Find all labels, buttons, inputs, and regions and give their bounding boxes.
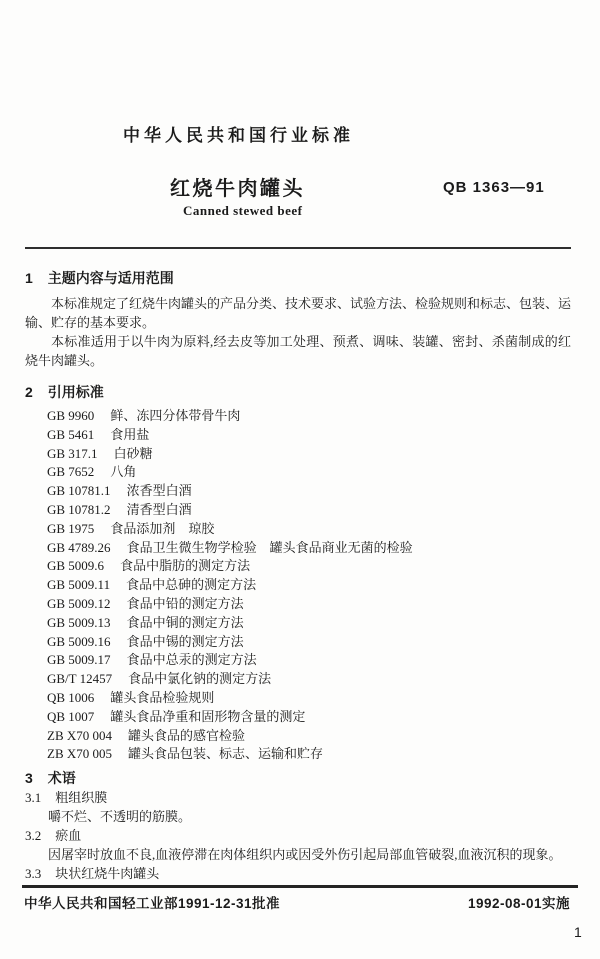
term-number: 3.3 (25, 866, 42, 882)
standard-title: 罐头食品的感官检验 (128, 727, 246, 743)
referenced-standard-item (25, 557, 571, 576)
term-definition: 因屠宰时放血不良,血液停滞在肉体组织内或因受外伤引起局部血管破裂,血液沉积的现象。 (48, 847, 562, 863)
referenced-standard-item (25, 745, 571, 764)
implementation-date: 1992-08-01实施 (467, 896, 570, 911)
referenced-standards-list (25, 407, 571, 764)
referenced-standard-item (25, 670, 571, 689)
section-title: 引用标准 (47, 384, 104, 400)
standard-title: 清香型白酒 (126, 501, 192, 517)
standard-title: 罐头食品检验规则 (110, 689, 215, 705)
section-title: 主题内容与适用范围 (47, 270, 174, 286)
section-heading-terms (25, 768, 571, 788)
referenced-standard-item (25, 520, 571, 539)
referenced-standard-item (25, 633, 571, 652)
standard-title: 罐头食品包装、标志、运输和贮存 (128, 746, 324, 762)
standard-title: 食品中铜的测定方法 (126, 614, 244, 630)
scope-paragraph-2: 本标准适用于以牛肉为原料,经去皮等加工处理、预煮、调味、装罐、密封、杀菌制成的红烧牛肉罐头。 (25, 334, 571, 368)
header-divider (25, 247, 571, 249)
referenced-standard-item (25, 651, 571, 670)
standard-title: 食品中总汞的测定方法 (126, 652, 257, 668)
page-number: 1 (574, 924, 582, 940)
standard-title: 食用盐 (110, 426, 150, 442)
standard-code: GB 5009.16 (47, 633, 111, 649)
standard-title: 白砂糖 (113, 445, 153, 461)
document-title-english: Canned stewed beef (183, 203, 303, 218)
standard-title: 罐头食品净重和固形物含量的测定 (110, 708, 306, 724)
referenced-standard-item (25, 407, 571, 426)
scope-paragraph-1: 本标准规定了红烧牛肉罐头的产品分类、技术要求、试验方法、检验规则和标志、包装、运输、贮存的基本要求。 (25, 296, 572, 330)
standard-code: GB 5009.13 (47, 614, 111, 630)
standard-number: QB 1363—91 (443, 179, 545, 196)
standard-title: 食品卫生微生物学检验 罐头食品商业无菌的检验 (126, 539, 413, 555)
approval-notice: 中华人民共和国轻工业部1991-12-31批准 (24, 896, 281, 911)
term-number: 3.1 (25, 790, 42, 806)
referenced-standard-item (25, 482, 571, 501)
section-heading-scope (25, 268, 571, 288)
standard-title: 食品中锡的测定方法 (126, 633, 244, 649)
footer-divider (22, 885, 578, 888)
document-body (25, 260, 571, 883)
standard-code: GB 10781.1 (47, 483, 111, 499)
section-number: 1 (25, 270, 33, 286)
term-name: 瘀血 (55, 828, 82, 844)
standard-code: GB 5009.6 (47, 558, 105, 574)
standard-title: 食品中脂肪的测定方法 (120, 558, 251, 574)
term-heading (25, 826, 571, 845)
standard-title: 浓香型白酒 (126, 483, 192, 499)
standard-code: GB 5009.17 (47, 652, 111, 668)
term-definition: 嚼不烂、不透明的筋膜。 (48, 809, 192, 825)
referenced-standard-item (25, 501, 571, 520)
term-name: 粗组织膜 (55, 790, 108, 806)
standard-code: QB 1006 (47, 689, 95, 705)
standard-code: GB/T 12457 (47, 671, 113, 687)
standard-title: 食品中总砷的测定方法 (126, 577, 257, 593)
standard-code: ZB X70 004 (47, 727, 112, 743)
standard-title: 鲜、冻四分体带骨牛肉 (110, 408, 241, 423)
standard-title: 食品中铅的测定方法 (126, 595, 244, 611)
referenced-standard-item (25, 539, 571, 558)
standard-code: GB 5461 (47, 426, 95, 442)
section-number: 2 (25, 384, 33, 400)
term-name: 块状红烧牛肉罐头 (55, 866, 160, 882)
referenced-standard-item (25, 595, 571, 614)
standard-code: GB 1975 (47, 520, 95, 536)
standard-title: 八角 (110, 464, 137, 480)
term-heading (25, 788, 571, 807)
issuing-authority-heading: 中华人民共和国行业标准 (123, 126, 354, 145)
referenced-standard-item (25, 445, 571, 464)
term-item (25, 864, 571, 883)
referenced-standard-item (25, 708, 571, 727)
section-title: 术语 (47, 770, 76, 787)
referenced-standard-item (25, 426, 571, 445)
standard-title: 食品中氯化钠的测定方法 (128, 671, 272, 687)
standard-title: 食品添加剂 琼胶 (110, 520, 215, 536)
standard-code: GB 4789.26 (47, 539, 111, 555)
term-heading (25, 864, 571, 883)
referenced-standard-item (25, 727, 571, 746)
standard-code: GB 9960 (47, 408, 95, 423)
section-heading-references (25, 382, 571, 402)
terms-list (25, 788, 571, 883)
referenced-standard-item (25, 614, 571, 633)
referenced-standard-item (25, 463, 571, 482)
standard-code: GB 10781.2 (47, 501, 111, 517)
document-title: 红烧牛肉罐头 (170, 178, 305, 200)
standard-code: GB 5009.12 (47, 595, 111, 611)
section-number: 3 (25, 770, 33, 787)
standard-code: GB 5009.11 (47, 577, 111, 593)
standard-code: GB 7652 (47, 464, 95, 480)
referenced-standard-item (25, 576, 571, 595)
standard-code: QB 1007 (47, 708, 95, 724)
term-item (25, 826, 571, 864)
term-item (25, 788, 571, 826)
referenced-standard-item (25, 689, 571, 708)
standard-code: ZB X70 005 (47, 746, 112, 762)
term-number: 3.2 (25, 828, 42, 844)
standard-code: GB 317.1 (47, 445, 98, 461)
